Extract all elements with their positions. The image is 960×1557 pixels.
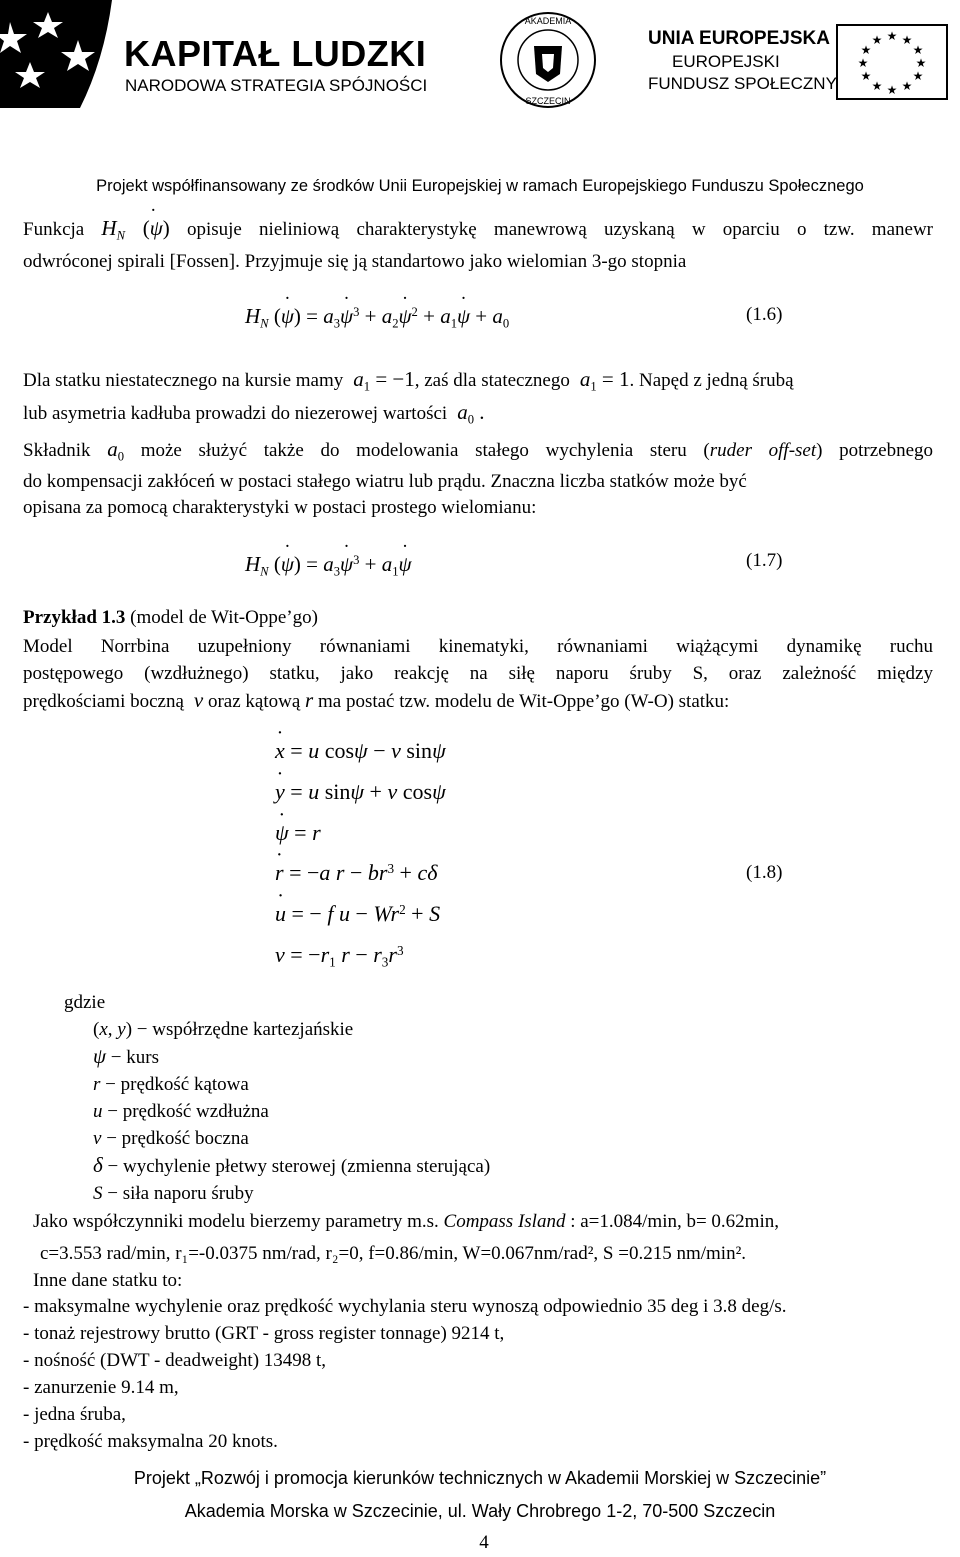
- svg-text:AKADEMIA: AKADEMIA: [524, 16, 572, 26]
- list-item: - prędkość maksymalna 20 knots.: [23, 1431, 278, 1452]
- list-item: - jedna śruba,: [23, 1404, 126, 1425]
- p2-a: Dla statku niestatecznego na kursie mamy: [23, 370, 344, 391]
- svg-text:★: ★: [871, 79, 883, 93]
- legend-item: v − prędkość boczna: [93, 1128, 249, 1149]
- v-inline: v: [188, 688, 204, 712]
- p4-line3-b: oraz kątową: [207, 691, 301, 712]
- p4-line3-c: ma postać tzw. modelu de Wit-Oppe’go (W-O) statku:: [317, 691, 730, 712]
- equation-1-7-number: (1.7): [746, 550, 783, 571]
- a0-inline-2: $a_0$: [107, 437, 125, 464]
- footer-address: Akademia Morska w Szczecinie, ul. Wały Chrobrego 1-2, 70-500 Szczecin: [184, 1501, 776, 1521]
- a1-minus-one: $a_1 = -1$: [353, 367, 415, 394]
- equation-1-6-number: (1.6): [746, 304, 783, 325]
- svg-text:SZCZECIN: SZCZECIN: [525, 96, 571, 106]
- params-line-2: c=3.553 rad/min, r₁=-0.0375 nm/rad, r₂=0, f=0.86/min, W=0.067nm/rad², S =0.215 nm/min².: [40, 1243, 747, 1264]
- cofinanced-line: Projekt współfinansowany ze środków Unii Europejskiej w ramach Europejskiego Funduszu Społecznego: [96, 177, 864, 195]
- r-inline: r: [305, 688, 314, 712]
- paragraph-3-line-3: opisana za pomocą charakterystyki w postaci prostego wielomianu:: [23, 497, 537, 518]
- kapital-title: KAPITAŁ LUDZKI: [124, 33, 427, 74]
- akademia-seal-icon: [498, 10, 598, 110]
- eu-title-3: FUNDUSZ SPOŁECZNY: [648, 74, 837, 93]
- kapital-subtitle: NARODOWA STRATEGIA SPÓJNOŚCI: [125, 76, 428, 95]
- legend-item: δ − wychylenie płetwy sterowej (zmienna sterująca): [93, 1153, 491, 1177]
- list-item: - zanurzenie 9.14 m,: [23, 1377, 179, 1398]
- equation-1-7: $H_N$ (ψ ˙) = $a_3\psi$ ˙$^3$ + $a_1\psi$ ˙: [245, 545, 412, 586]
- paragraph-4-line-3: [23, 688, 933, 714]
- a1-plus-one: $a_1 = 1$: [579, 367, 630, 394]
- legend-item: S − siła naporu śruby: [93, 1183, 254, 1204]
- legend-item: ψ − kurs: [93, 1044, 159, 1068]
- akademia-morska-seal: [498, 10, 598, 110]
- svg-text:★: ★: [857, 56, 869, 70]
- p4-line3-a: prędkościami boczną: [23, 691, 184, 712]
- example-rest: (model de Wit-Oppe’go): [125, 607, 318, 628]
- p3-b: może służyć także do modelowania stałego wychylenia steru (: [140, 440, 710, 461]
- ship-data-list: [23, 1293, 933, 1455]
- svg-text:★: ★: [860, 69, 872, 83]
- legend-item: u − prędkość wzdłużna: [93, 1101, 269, 1122]
- paragraph-1-line-1: [23, 216, 933, 248]
- kapital-ludzki-emblem-icon: [0, 0, 112, 108]
- gdzie-label: gdzie: [64, 992, 106, 1013]
- paragraph-4-line-2: postępowego (wzdłużnego) statku, jako reakcję na siłę naporu śruby S, oraz zależność między: [23, 663, 933, 684]
- paragraph-4-line-1: Model Norrbina uzupełniony równaniami kinematyki, równaniami wiążącymi dynamikę ruchu: [23, 636, 933, 657]
- equation-1-8-number: (1.8): [746, 862, 783, 883]
- legend-item: (x, y) − współrzędne kartezjańskie: [93, 1019, 354, 1040]
- list-item: - maksymalne wychylenie oraz prędkość wychylania steru wynoszą odpowiednio 35 deg i 3.8 deg/s.: [23, 1296, 787, 1317]
- paragraph-2-line-2: [23, 400, 933, 432]
- p2-c: . Napęd z jedną śrubą: [629, 370, 794, 391]
- a0-inline: $a_0$ .: [457, 400, 485, 427]
- p1-b: opisuje nieliniową charakterystykę manewrową uzyskaną w oparciu o tzw. manewr: [186, 219, 933, 240]
- ship-name: Compass Island: [443, 1211, 566, 1232]
- example-bold: Przykład 1.3: [23, 607, 126, 628]
- svg-text:★: ★: [871, 33, 883, 47]
- svg-text:★: ★: [915, 56, 927, 70]
- p1-a: Funkcja: [23, 219, 85, 240]
- example-heading: [23, 605, 933, 630]
- hn-psi-inline: $H_N$ (ψ ˙): [101, 216, 169, 240]
- paragraph-2-line-1: [23, 367, 933, 399]
- svg-text:★: ★: [886, 83, 898, 97]
- p3-a: Składnik: [23, 440, 91, 461]
- symbol-legend: [93, 1016, 913, 1207]
- equation-1-6: $H_N$ (ψ ˙) = $a_3\psi$ ˙$^3$ + $a_2\psi$ ˙$^2$ + $a_1\psi$ ˙ + $a_0$: [245, 297, 509, 338]
- svg-text:★: ★: [912, 69, 924, 83]
- paragraph-1-line-2: odwróconej spirali [Fossen]. Przyjmuje się ją standartowo jako wielomian 3-go stopnia: [23, 251, 687, 272]
- kapital-ludzki-logo: [0, 0, 440, 110]
- paragraph-3-line-2: do kompensacji zakłóceń w postaci stałego wiatru lub prądu. Znaczna liczba statków może być: [23, 471, 747, 492]
- params-1-b: : a=1.084/min, b= 0.62min,: [570, 1211, 779, 1232]
- legend-item: r − prędkość kątowa: [93, 1074, 249, 1095]
- svg-text:★: ★: [912, 43, 924, 57]
- list-item: - tonaż rejestrowy brutto (GRT - gross register tonnage) 9214 t,: [23, 1323, 505, 1344]
- footer-project: Projekt „Rozwój i promocja kierunków technicznych w Akademii Morskiej w Szczecinie”: [133, 1468, 827, 1488]
- paragraph-3-line-1: [23, 437, 933, 469]
- list-item: - nośność (DWT - deadweight) 13498 t,: [23, 1350, 327, 1371]
- eu-title-2: EUROPEJSKI: [672, 52, 780, 71]
- page-number: 4: [479, 1532, 489, 1553]
- params-1-a: Jako współczynniki modelu bierzemy parametry m.s.: [33, 1211, 439, 1232]
- eu-social-fund-logo: [620, 22, 950, 112]
- p2-line2: lub asymetria kadłuba prowadzi do niezerowej wartości: [23, 403, 448, 424]
- ruder-offset: ruder off-set: [709, 440, 817, 461]
- params-line-1: [33, 1209, 933, 1234]
- p3-c: ) potrzebnego: [816, 440, 934, 461]
- eu-flag-icon: [836, 24, 948, 100]
- svg-text:★: ★: [901, 33, 913, 47]
- other-data-label: Inne dane statku to:: [33, 1270, 183, 1291]
- svg-text:★: ★: [860, 43, 872, 57]
- svg-text:★: ★: [886, 29, 898, 43]
- svg-text:★: ★: [901, 79, 913, 93]
- p2-b: , zaś dla statecznego: [414, 370, 570, 391]
- eu-title-1: UNIA EUROPEJSKA: [648, 28, 830, 49]
